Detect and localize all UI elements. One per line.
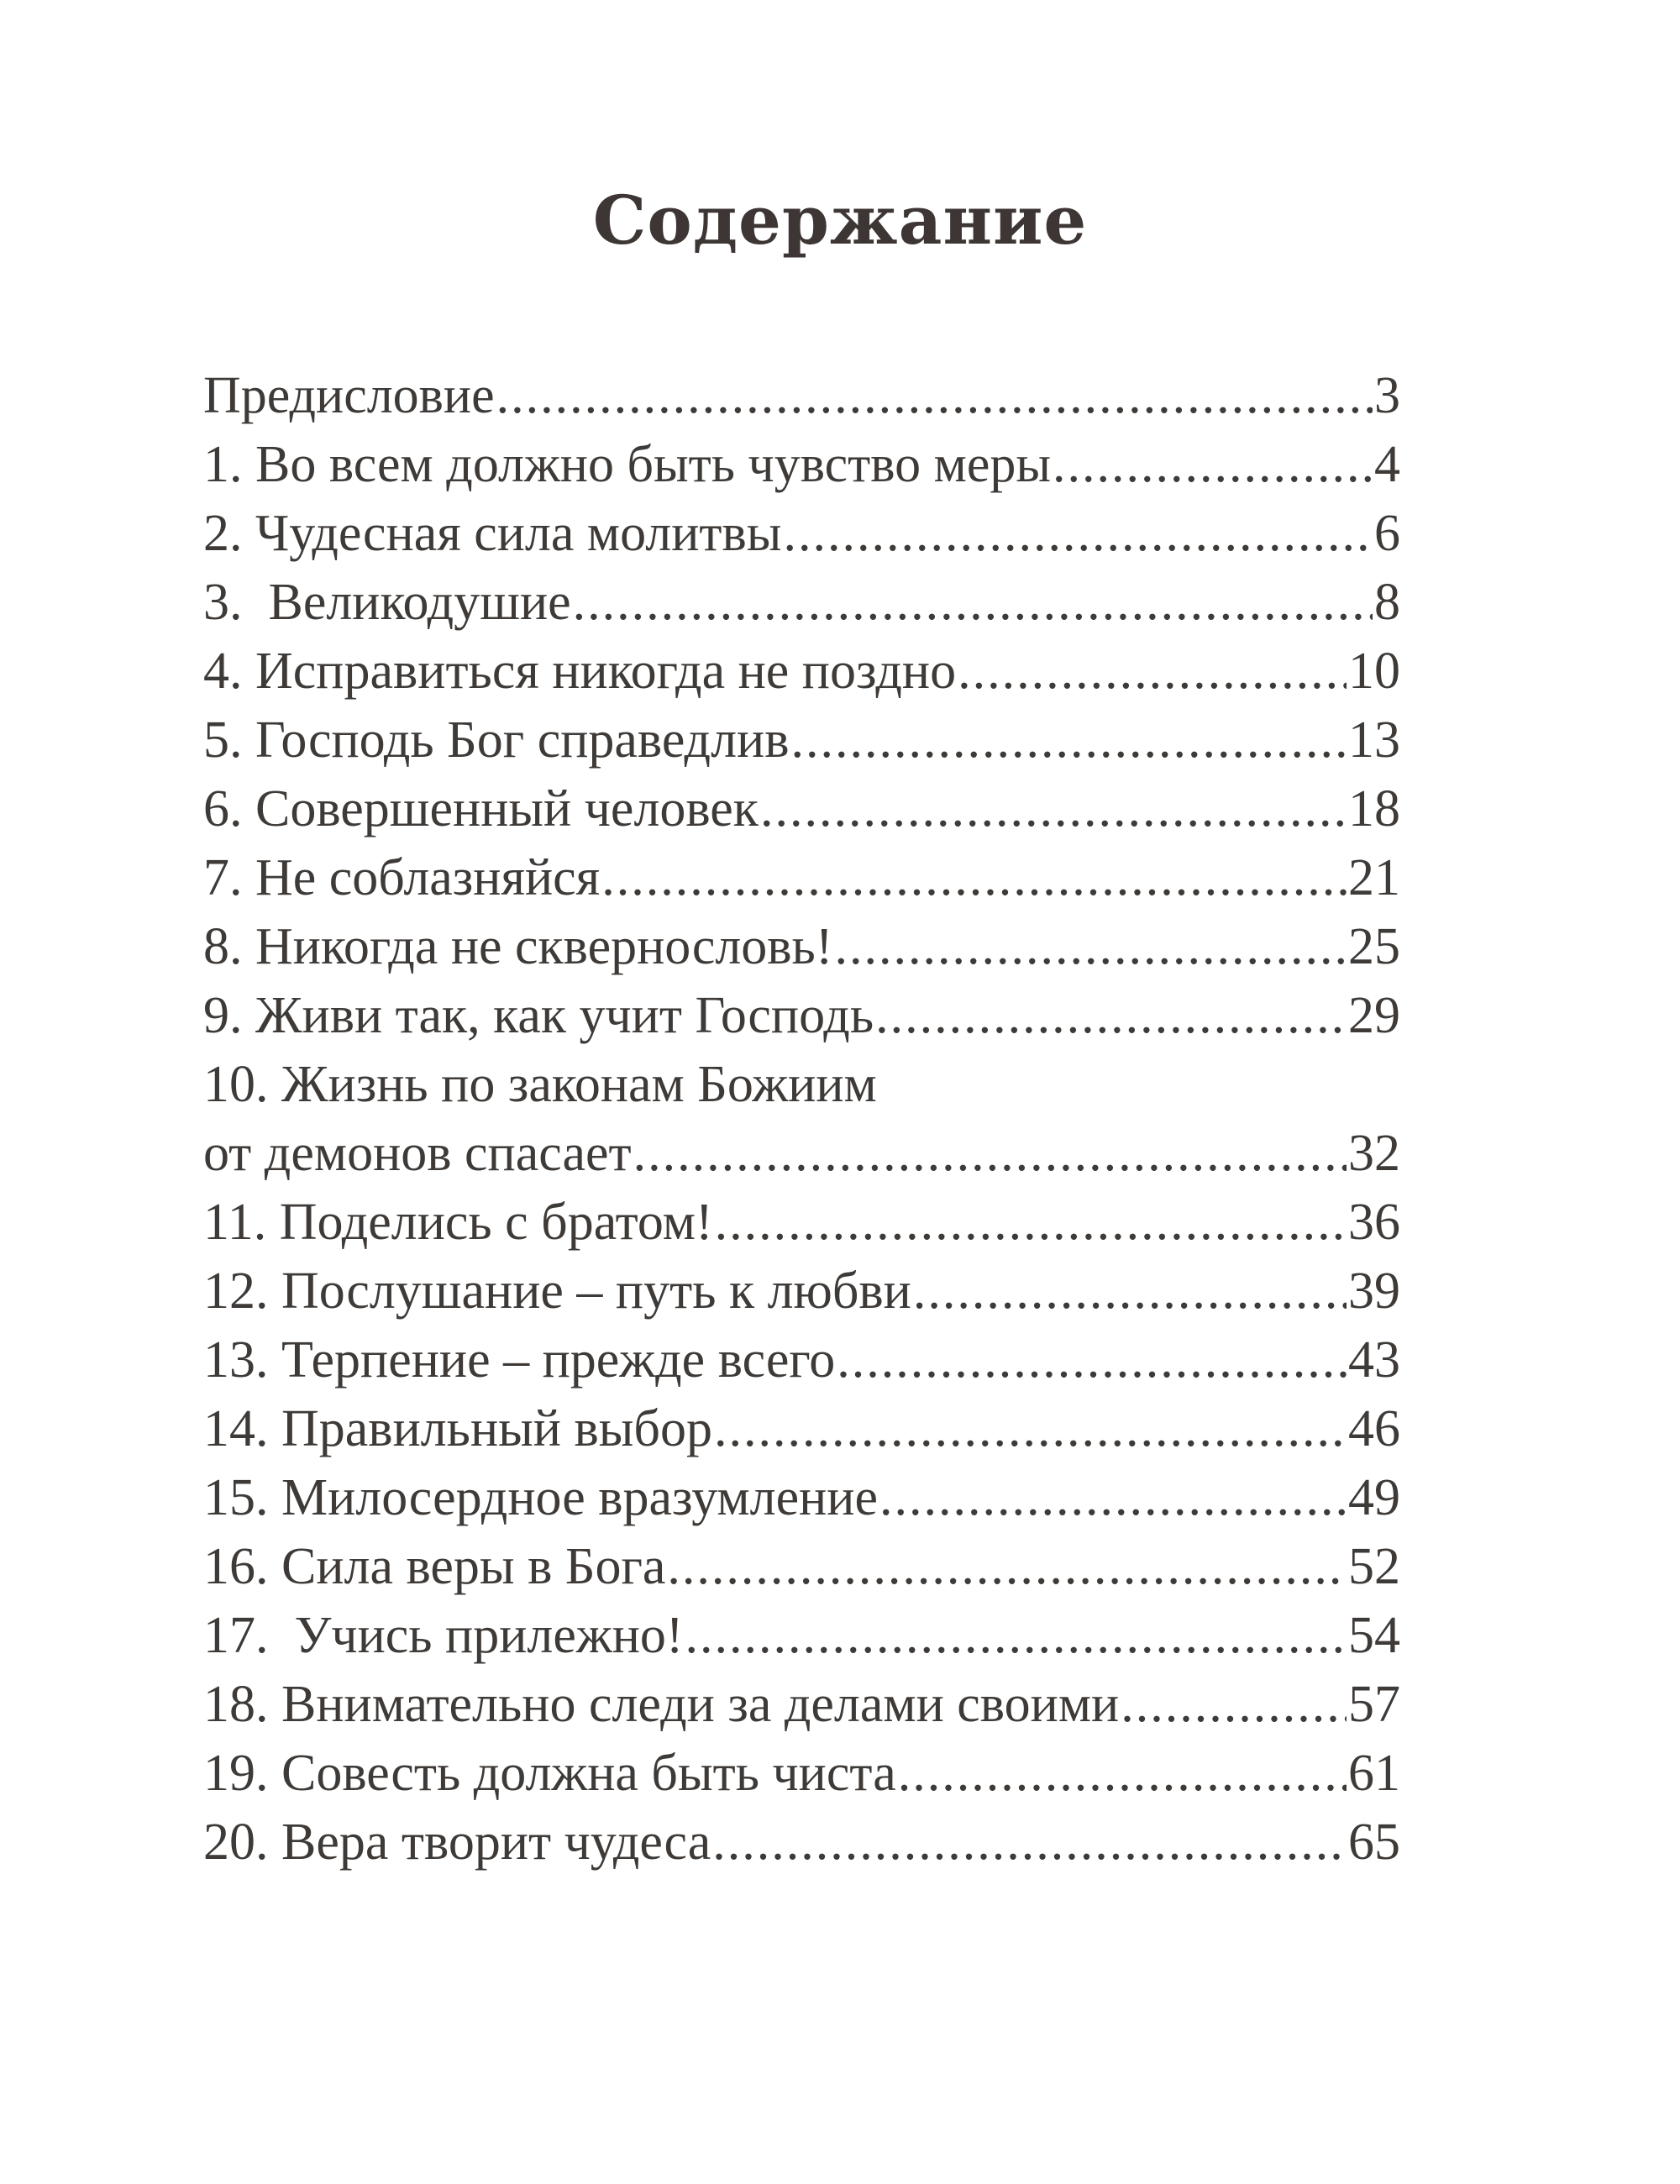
toc-entry-label: 5. Господь Бог справедлив (203, 711, 790, 769)
toc-entry-label: 17. Учись прилежно! (203, 1607, 684, 1664)
toc-entry (203, 843, 1400, 912)
toc-entry-label: 11. Поделись с братом! (203, 1194, 713, 1251)
toc-entry-page: 29 (1348, 987, 1400, 1044)
toc-entry (203, 1326, 1400, 1394)
toc-entry-label: 1. Во всем должно быть чувство меры (203, 436, 1052, 493)
toc-leader-dots (875, 981, 1347, 1050)
toc-entry (203, 430, 1400, 499)
toc-leader-dots (879, 1463, 1347, 1532)
toc-leader-dots (790, 706, 1347, 774)
toc-entry-page: 3 (1374, 367, 1400, 424)
toc-entry-label: 16. Сила веры в Бога (203, 1538, 666, 1595)
toc-entry-page: 46 (1348, 1400, 1400, 1457)
toc-entry (203, 1257, 1400, 1326)
toc-entry (203, 774, 1400, 843)
toc-leader-dots (913, 1257, 1347, 1326)
toc-leader-dots (1121, 1670, 1347, 1739)
toc-entry (203, 1394, 1400, 1463)
toc-leader-dots (783, 499, 1373, 568)
toc-entry-label: 2. Чудесная сила молитвы (203, 505, 782, 562)
toc-leader-dots (496, 361, 1373, 430)
toc-entry-label: 19. Совесть должна быть чиста (203, 1745, 896, 1802)
toc-entry (203, 1670, 1400, 1739)
toc-leader-dots (837, 1326, 1347, 1394)
toc-entry-page: 43 (1348, 1331, 1400, 1389)
toc-leader-dots (1053, 430, 1373, 499)
toc-entry-label: Предисловие (203, 367, 495, 424)
toc-entry-label: от демонов спасает (203, 1125, 632, 1182)
toc-entry-page: 8 (1374, 574, 1400, 631)
toc-entry-page: 36 (1348, 1194, 1400, 1251)
toc-entry-page: 13 (1348, 711, 1400, 769)
toc-leader-dots (633, 1119, 1347, 1188)
toc-entry (203, 1739, 1400, 1808)
toc-leader-dots (958, 637, 1347, 706)
toc-entry-label: 14. Правильный выбор (203, 1400, 712, 1457)
toc-entry (203, 637, 1400, 706)
toc-entry-label: 13. Терпение – прежде всего (203, 1331, 836, 1389)
toc-entry (203, 912, 1400, 981)
toc-entry-page: 57 (1348, 1676, 1400, 1733)
toc-entry-label: 10. Жизнь по законам Божиим (203, 1056, 877, 1113)
toc-entry-label: 6. Совершенный человек (203, 780, 759, 837)
toc-entry-label: 3. Великодушие (203, 574, 571, 631)
toc-leader-dots (834, 912, 1347, 981)
toc-entry (203, 706, 1400, 774)
toc-entry-page: 21 (1348, 849, 1400, 906)
toc-entry-label: 9. Живи так, как учит Господь (203, 987, 874, 1044)
toc-entry-page: 18 (1348, 780, 1400, 837)
toc-entry-page: 32 (1348, 1125, 1400, 1182)
toc-entry-label: 4. Исправиться никогда не поздно (203, 643, 957, 700)
toc-leader-dots (712, 1808, 1347, 1877)
toc-leader-dots (714, 1394, 1347, 1463)
toc-entry-label: 8. Никогда не сквернословь! (203, 918, 833, 975)
toc-leader-dots (760, 774, 1347, 843)
toc-entry (203, 499, 1400, 568)
toc-entry (203, 1119, 1400, 1188)
toc-entry-page: 25 (1348, 918, 1400, 975)
toc-entry-page: 54 (1348, 1607, 1400, 1664)
toc-entry-page: 10 (1348, 643, 1400, 700)
toc-entry-page: 39 (1348, 1263, 1400, 1320)
toc-entry (203, 1808, 1400, 1877)
toc-entry-label: 20. Вера творит чудеса (203, 1814, 711, 1871)
toc-entry (203, 1463, 1400, 1532)
toc-entry-heading-line (203, 1050, 1400, 1119)
toc-leader-dots (667, 1532, 1347, 1601)
toc-entry-label: 15. Милосердное вразумление (203, 1469, 879, 1526)
toc-entry (203, 568, 1400, 637)
toc-leader-dots (573, 568, 1373, 637)
toc-entry-page: 61 (1348, 1745, 1400, 1802)
toc-entry-page: 49 (1348, 1469, 1400, 1526)
toc-entry-page: 6 (1374, 505, 1400, 562)
toc-entry-page: 52 (1348, 1538, 1400, 1595)
toc-entry (203, 361, 1400, 430)
toc-leader-dots (601, 843, 1347, 912)
toc-entry-page: 65 (1348, 1814, 1400, 1871)
toc-entry-label: 18. Внимательно следи за делами своими (203, 1676, 1120, 1733)
page-title: Содержание (592, 181, 1088, 260)
toc-leader-dots (898, 1739, 1347, 1808)
toc-entry (203, 1601, 1400, 1670)
toc-entry (203, 981, 1400, 1050)
toc-entry-label: 7. Не соблазняйся (203, 849, 601, 906)
toc-leader-dots (685, 1601, 1347, 1670)
toc-entry-page: 4 (1374, 436, 1400, 493)
toc-entry-label: 12. Послушание – путь к любви (203, 1263, 911, 1320)
toc-entry (203, 1532, 1400, 1601)
toc-entry (203, 1188, 1400, 1257)
toc-leader-dots (715, 1188, 1347, 1257)
table-of-contents (203, 361, 1400, 1877)
